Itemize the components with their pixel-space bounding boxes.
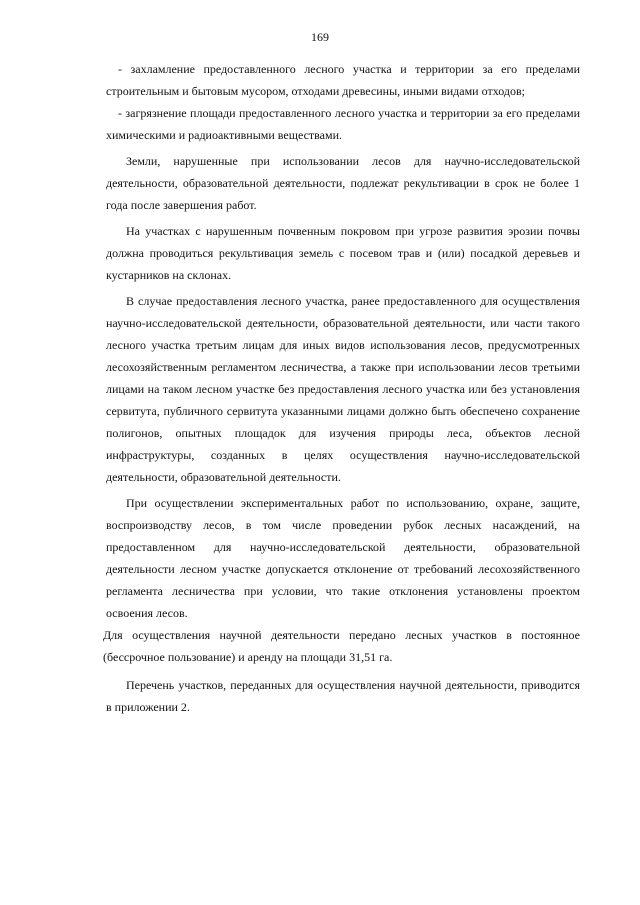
paragraph-reclamation-deadline: Земли, нарушенные при использовании лесов для научно-исследовательской деятельности, образовательной деятельности, подлежат рекультивации в срок не более 1 года после завершения работ. [106, 154, 580, 212]
paragraph-erosion-reclamation: На участках с нарушенным почвенным покровом при угрозе развития эрозии почвы должна проводиться рекультивация земель с посевом трав и (или) посадкой деревьев и кустарников на склонах. [106, 224, 580, 282]
page-number: 169 [311, 30, 329, 44]
paragraph-experimental-works: При осуществлении экспериментальных работ по использованию, охране, защите, воспроизводству лесов, в том числе проведении рубок лесных насаждений, на предоставленном для научно-исследовательской деятельности, образовательной деятельности лесном участке допускается отклонение от требований лесохозяйственного регламента лесничества при условии, что такие отклонения установлены проектом освоения лесов. [106, 496, 580, 620]
paragraph-scientific-area: Для осуществления научной деятельности передано лесных участков в постоянное (бессрочное пользование) и аренду на площади 31,51 га. [103, 628, 580, 664]
paragraph-third-party-use: В случае предоставления лесного участка, ранее предоставленного для осуществления научно-исследовательской деятельности, образовательной деятельности, или части такого лесного участка третьим лицам для иных видов использования лесов, предусмотренных лесохозяйственным регламентом лесничества, а также при использовании лесов третьими лицами на таком лесном участке без предоставления лесного участка или без установления сервитута, публичного сервитута указанными лицами должно быть обеспечено сохранение полигонов, опытных площадок для изучения природы леса, объектов лесной инфраструктуры, созданных в целях осуществления научно-исследовательской деятельности, образовательной деятельности. [106, 294, 580, 484]
paragraph-list-item-litter: - захламление предоставленного лесного участка и территории за его пределами строительным и бытовым мусором, отходами древесины, иными видами отходов; [106, 62, 580, 98]
paragraph-appendix-reference: Перечень участков, переданных для осуществления научной деятельности, приводится в приложении 2. [106, 678, 580, 714]
document-body [103, 58, 580, 718]
paragraph-list-item-pollution: - загрязнение площади предоставленного лесного участка и территории за его пределами химическими и радиоактивными веществами. [106, 106, 580, 142]
